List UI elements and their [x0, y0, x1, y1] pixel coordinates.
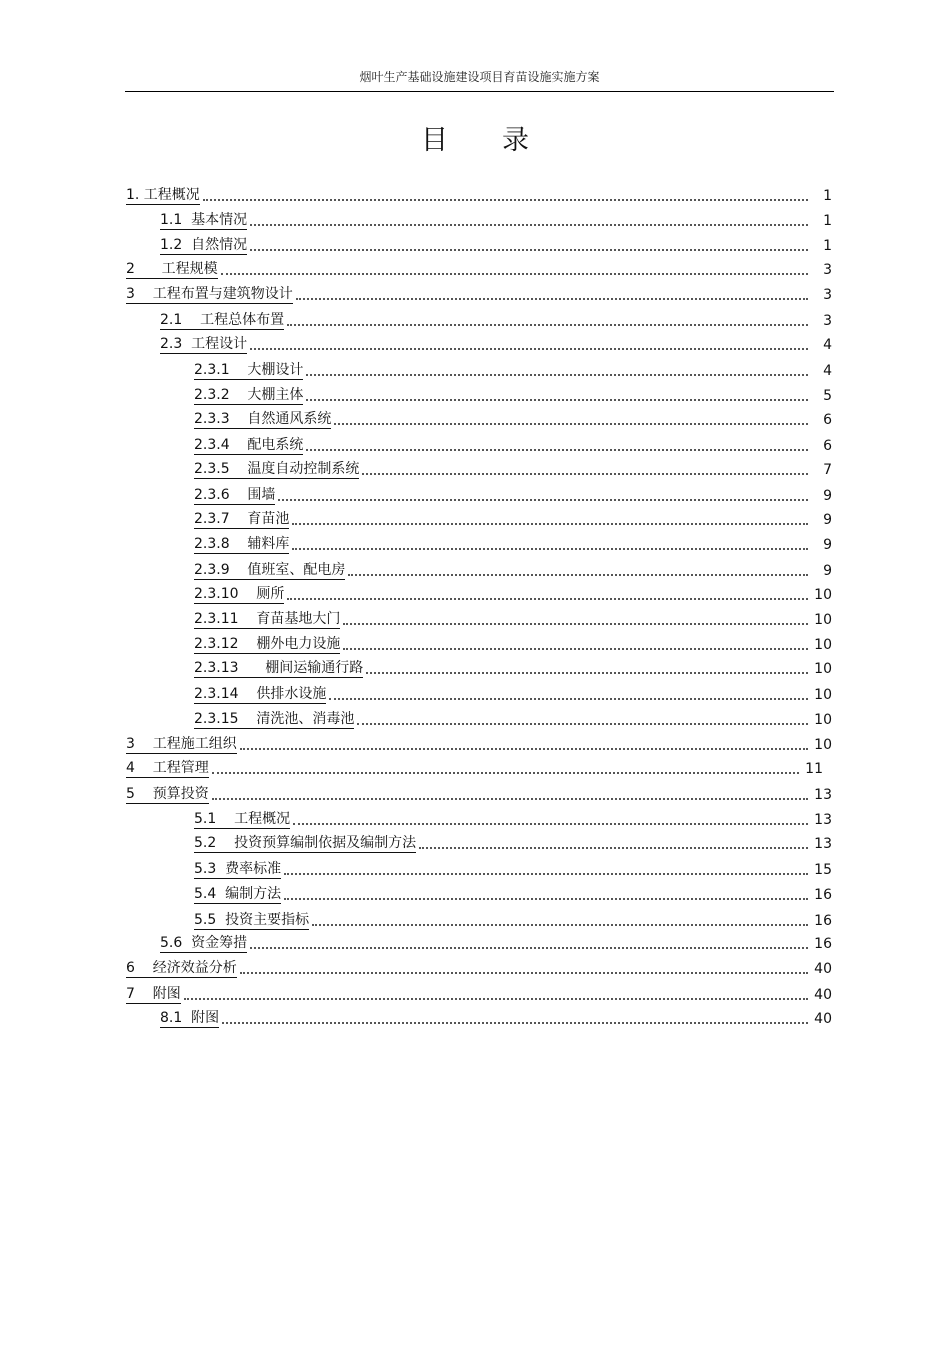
toc-entry-page-number: 13: [814, 787, 832, 803]
toc-entry-page-number: 7: [823, 462, 832, 478]
toc-entry-label[interactable]: 2.3.8 辅料库: [194, 536, 290, 552]
toc-entry[interactable]: [194, 809, 832, 829]
toc-entry-page-number: 6: [823, 438, 832, 454]
toc-dot-leader: [306, 374, 808, 376]
toc-title-char-1: 目: [421, 125, 448, 156]
toc-entry-page-number: 13: [814, 836, 832, 852]
toc-entry[interactable]: [126, 958, 832, 978]
toc-entry-page-number: 40: [814, 1011, 832, 1027]
toc-entry[interactable]: [194, 385, 832, 405]
toc-entry[interactable]: [194, 884, 832, 904]
toc-entry-label[interactable]: 2.3 工程设计: [160, 336, 248, 352]
toc-entry-label[interactable]: 2.3.3 自然通风系统: [194, 411, 332, 427]
header-rule: [125, 91, 834, 92]
toc-dot-leader: [240, 972, 808, 974]
toc-entry-page-number: 3: [823, 262, 832, 278]
toc-dot-leader: [306, 449, 808, 451]
toc-entry-label[interactable]: 5.1 工程概况: [194, 811, 291, 827]
toc-entry-label[interactable]: 5.5 投资主要指标: [194, 912, 310, 928]
toc-entry-label[interactable]: 2.3.15 清洗池、消毒池: [194, 711, 355, 727]
toc-entry-label[interactable]: 7 附图: [126, 986, 181, 1002]
toc-entry-label[interactable]: 2.3.14 供排水设施: [194, 686, 327, 702]
toc-dot-leader: [419, 847, 808, 849]
toc-dot-leader: [334, 423, 808, 425]
toc-entry[interactable]: [160, 235, 832, 255]
toc-entry[interactable]: [194, 833, 832, 853]
toc-entry-label[interactable]: 2.3.13 棚间运输通行路: [194, 660, 364, 676]
toc-dot-leader: [292, 523, 808, 525]
toc-entry-label[interactable]: 4 工程管理: [126, 760, 209, 776]
toc-entry-page-number: 4: [823, 363, 832, 379]
toc-entry[interactable]: [194, 485, 832, 505]
toc-entry[interactable]: [160, 334, 832, 354]
toc-entry-page-number: 6: [823, 412, 832, 428]
toc-entry[interactable]: [194, 910, 832, 930]
toc-entry-page-number: 1: [823, 213, 832, 229]
toc-dot-leader: [212, 772, 799, 774]
toc-entry-label[interactable]: 3 工程布置与建筑物设计: [126, 286, 293, 302]
toc-entry[interactable]: [126, 259, 832, 279]
toc-entry-page-number: 16: [814, 887, 832, 903]
toc-entry-page-number: 40: [814, 961, 832, 977]
toc-entry-label[interactable]: 3 工程施工组织: [126, 736, 237, 752]
toc-dot-leader: [184, 998, 808, 1000]
toc-entry-label[interactable]: 2.3.12 棚外电力设施: [194, 636, 341, 652]
toc-dot-leader: [293, 823, 808, 825]
toc-dot-leader: [287, 598, 808, 600]
toc-title-char-2: 录: [502, 125, 529, 156]
toc-entry-page-number: 40: [814, 987, 832, 1003]
toc-entry-label[interactable]: 2.3.5 温度自动控制系统: [194, 461, 360, 477]
toc-entry-label[interactable]: 1. 工程概况: [126, 187, 200, 203]
toc-entry-label[interactable]: 5 预算投资: [126, 786, 209, 802]
toc-dot-leader: [296, 298, 808, 300]
toc-entry-page-number: 10: [814, 712, 832, 728]
toc-dot-leader: [362, 473, 808, 475]
toc-entry-label[interactable]: 2.1 工程总体布置: [160, 312, 285, 328]
toc-entry-label[interactable]: 5.3 费率标准: [194, 861, 282, 877]
toc-entry[interactable]: [126, 784, 832, 804]
toc-entry-label[interactable]: 2.3.11 育苗基地大门: [194, 611, 341, 627]
toc-entry-label[interactable]: 2.3.7 育苗池: [194, 511, 290, 527]
toc-entry-label[interactable]: 2.3.9 值班室、配电房: [194, 562, 346, 578]
toc-entry[interactable]: [194, 859, 832, 879]
toc-dot-leader: [348, 574, 808, 576]
toc-dot-leader: [240, 748, 808, 750]
toc-dot-leader: [366, 672, 808, 674]
toc-entry-page-number: 10: [814, 587, 832, 603]
toc-entry-page-number: 3: [823, 287, 832, 303]
toc-entry-label[interactable]: 5.6 资金筹措: [160, 935, 248, 951]
toc-entry-page-number: 11: [805, 761, 823, 777]
toc-entry-page-number: 3: [823, 313, 832, 329]
toc-entry[interactable]: [160, 933, 832, 953]
toc-entry-page-number: 9: [823, 537, 832, 553]
toc-entry-page-number: 15: [814, 862, 832, 878]
toc-entry[interactable]: [160, 310, 832, 330]
toc-title: [0, 118, 950, 157]
toc-entry-page-number: 1: [823, 188, 832, 204]
toc-entry[interactable]: [194, 709, 832, 729]
toc-entry-page-number: 9: [823, 563, 832, 579]
toc-dot-leader: [343, 623, 808, 625]
toc-dot-leader: [250, 348, 808, 350]
toc-entry-page-number: 10: [814, 637, 832, 653]
toc-entry-page-number: 16: [814, 936, 832, 952]
toc-entry-label[interactable]: 2.3.1 大棚设计: [194, 362, 304, 378]
toc-dot-leader: [278, 499, 808, 501]
toc-entry[interactable]: [194, 409, 832, 429]
toc-dot-leader: [287, 324, 808, 326]
toc-entry[interactable]: [194, 360, 832, 380]
toc-dot-leader: [284, 873, 808, 875]
toc-entry[interactable]: [160, 1008, 832, 1028]
toc-entry[interactable]: [126, 758, 823, 778]
toc-entry[interactable]: [126, 734, 832, 754]
toc-entry-page-number: 5: [823, 388, 832, 404]
toc-dot-leader: [250, 224, 808, 226]
toc-entry[interactable]: [126, 185, 832, 205]
toc-entry-label[interactable]: 1.2 自然情况: [160, 237, 248, 253]
toc-entry-page-number: 13: [814, 812, 832, 828]
toc-dot-leader: [250, 947, 808, 949]
toc-entry[interactable]: [194, 658, 832, 678]
toc-dot-leader: [329, 698, 808, 700]
toc-entry[interactable]: [194, 609, 832, 629]
toc-entry[interactable]: [160, 210, 832, 230]
toc-entry-label[interactable]: 2.3.4 配电系统: [194, 437, 304, 453]
toc-entry[interactable]: [194, 684, 832, 704]
toc-dot-leader: [292, 548, 808, 550]
toc-entry-page-number: 10: [814, 612, 832, 628]
toc-entry-page-number: 10: [814, 661, 832, 677]
toc-entry-label[interactable]: 8.1 附图: [160, 1010, 220, 1026]
toc-entry[interactable]: [126, 984, 832, 1004]
toc-dot-leader: [250, 249, 808, 251]
toc-entry[interactable]: [194, 584, 832, 604]
toc-entry[interactable]: [194, 560, 832, 580]
toc-entry-page-number: 16: [814, 913, 832, 929]
toc-entry-page-number: 4: [823, 337, 832, 353]
toc-dot-leader: [306, 399, 808, 401]
toc-entry[interactable]: [194, 509, 832, 529]
toc-entry-label[interactable]: 2.3.6 围墙: [194, 487, 276, 503]
toc-entry-label[interactable]: 2 工程规模: [126, 261, 218, 277]
toc-dot-leader: [203, 199, 808, 201]
toc-dot-leader: [222, 1022, 808, 1024]
running-header: 烟叶生产基础设施建设项目育苗设施实施方案: [359, 70, 600, 84]
toc-entry-label[interactable]: 5.4 编制方法: [194, 886, 282, 902]
toc-entry-page-number: 10: [814, 687, 832, 703]
toc-entry[interactable]: [194, 459, 832, 479]
toc-entry[interactable]: [194, 534, 832, 554]
toc-entry[interactable]: [194, 634, 832, 654]
toc-entry-page-number: 9: [823, 512, 832, 528]
toc-dot-leader: [312, 924, 808, 926]
toc-entry[interactable]: [126, 284, 832, 304]
toc-dot-leader: [343, 648, 808, 650]
toc-entry-page-number: 10: [814, 737, 832, 753]
toc-entry-page-number: 1: [823, 238, 832, 254]
toc-entry-label[interactable]: 2.3.2 大棚主体: [194, 387, 304, 403]
toc-entry-label[interactable]: 6 经济效益分析: [126, 960, 237, 976]
toc-entry-page-number: 9: [823, 488, 832, 504]
toc-entry-label[interactable]: 5.2 投资预算编制依据及编制方法: [194, 835, 417, 851]
toc-dot-leader: [357, 723, 808, 725]
toc-entry-label[interactable]: 2.3.10 厕所: [194, 586, 285, 602]
toc-dot-leader: [212, 798, 808, 800]
toc-entry-label[interactable]: 1.1 基本情况: [160, 212, 248, 228]
toc-entry[interactable]: [194, 435, 832, 455]
toc-dot-leader: [221, 273, 808, 275]
toc-dot-leader: [284, 898, 808, 900]
